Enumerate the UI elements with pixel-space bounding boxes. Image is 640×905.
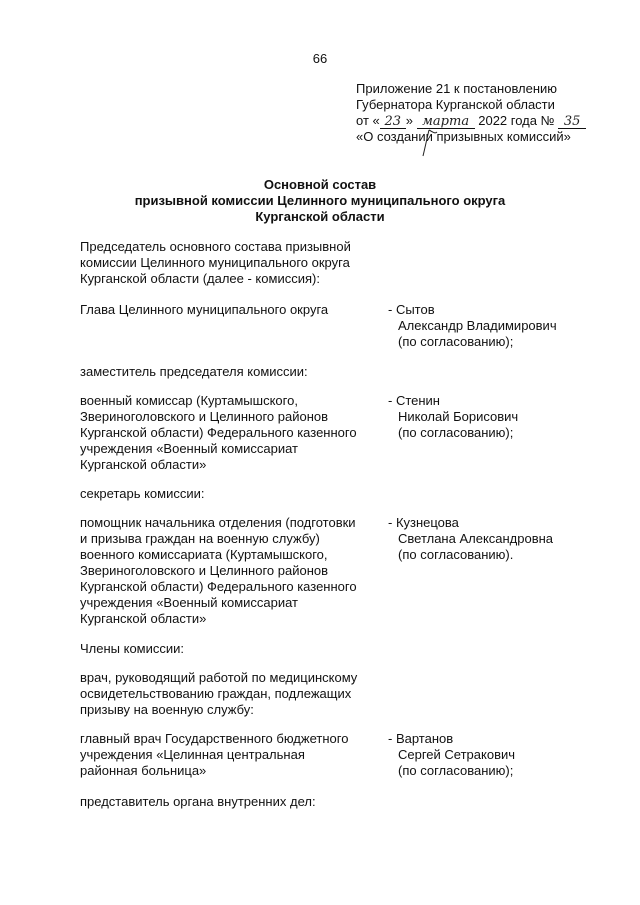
annex-line-1: Приложение 21 к постановлению	[356, 81, 558, 96]
title-line-1: Основной состав	[263, 177, 377, 192]
annex-header	[356, 81, 616, 145]
annex-date-prefix: от «	[356, 113, 380, 128]
annex-line-4: «О создании призывных комиссий»	[356, 129, 571, 144]
text-line: Звериноголовского и Целинного районов	[80, 563, 329, 578]
text-line: Курганской области (далее - комиссия):	[80, 271, 320, 286]
doctor-name	[388, 731, 608, 779]
text-line: учреждения «Военный комиссариат	[80, 441, 299, 456]
annex-date-mid: »	[405, 113, 413, 128]
secretary-header: секретарь комиссии:	[80, 486, 205, 501]
doctor-header	[80, 670, 380, 718]
members-header: Члены комиссии:	[80, 641, 185, 656]
name-line: - Кузнецова	[388, 515, 459, 530]
title-line-2: призывной комиссии Целинного муниципального округа	[134, 193, 506, 208]
text-line: военного комиссариата (Куртамышского,	[80, 547, 328, 562]
chair-position	[80, 302, 380, 318]
deputy-position	[80, 393, 380, 473]
name-line: (по согласованию);	[398, 763, 514, 778]
annex-line-3	[356, 113, 616, 129]
name-line: - Стенин	[388, 393, 440, 408]
signature-stroke	[421, 128, 445, 158]
name-line: Александр Владимирович	[398, 318, 557, 333]
handwritten-number: 35	[558, 115, 586, 129]
name-line: (по согласованию);	[398, 334, 514, 349]
text-line: комиссии Целинного муниципального округа	[80, 255, 350, 270]
annex-line-2: Губернатора Курганской области	[356, 97, 555, 112]
text-line: учреждения «Целинная центральная	[80, 747, 305, 762]
name-line: (по согласованию).	[398, 547, 514, 562]
doctor-position	[80, 731, 380, 779]
text-line: Курганской области) Федерального казенного	[80, 579, 357, 594]
secretary-name	[388, 515, 608, 563]
text-line: и призыва граждан на военную службу)	[80, 531, 320, 546]
text-line: освидетельствованию граждан, подлежащих	[80, 686, 352, 701]
handwritten-month: марта	[417, 115, 475, 129]
text-line: помощник начальника отделения (подготовки	[80, 515, 356, 530]
text-line: Звериноголовского и Целинного районов	[80, 409, 329, 424]
document-title	[0, 177, 640, 225]
text-line: врач, руководящий работой по медицинскому	[80, 670, 358, 685]
text-line: районная больница»	[80, 763, 207, 778]
name-line: Светлана Александровна	[398, 531, 554, 546]
chair-header	[80, 239, 380, 287]
text-line: Курганской области) Федерального казенного	[80, 425, 357, 440]
secretary-position	[80, 515, 380, 627]
police-header: представитель органа внутренних дел:	[80, 794, 316, 809]
text-line: Глава Целинного муниципального округа	[80, 302, 329, 317]
deputy-name	[388, 393, 608, 441]
text-line: учреждения «Военный комиссариат	[80, 595, 299, 610]
page-number: 66	[312, 51, 328, 66]
text-line: военный комиссар (Куртамышского,	[80, 393, 298, 408]
text-line: главный врач Государственного бюджетного	[80, 731, 349, 746]
text-line: Курганской области»	[80, 457, 207, 472]
chair-name	[388, 302, 608, 350]
name-line: (по согласованию);	[398, 425, 514, 440]
name-line: - Вартанов	[388, 731, 454, 746]
text-line: Председатель основного состава призывной	[80, 239, 351, 254]
annex-year: 2022 года №	[478, 113, 555, 128]
name-line: Сергей Сетракович	[398, 747, 516, 762]
name-line: - Сытов	[388, 302, 435, 317]
title-line-3: Курганской области	[255, 209, 385, 224]
name-line: Николай Борисович	[398, 409, 519, 424]
deputy-header: заместитель председателя комиссии:	[80, 364, 308, 379]
text-line: Курганской области»	[80, 611, 207, 626]
text-line: призыву на военную службу:	[80, 702, 254, 717]
handwritten-day: 23	[380, 115, 406, 129]
